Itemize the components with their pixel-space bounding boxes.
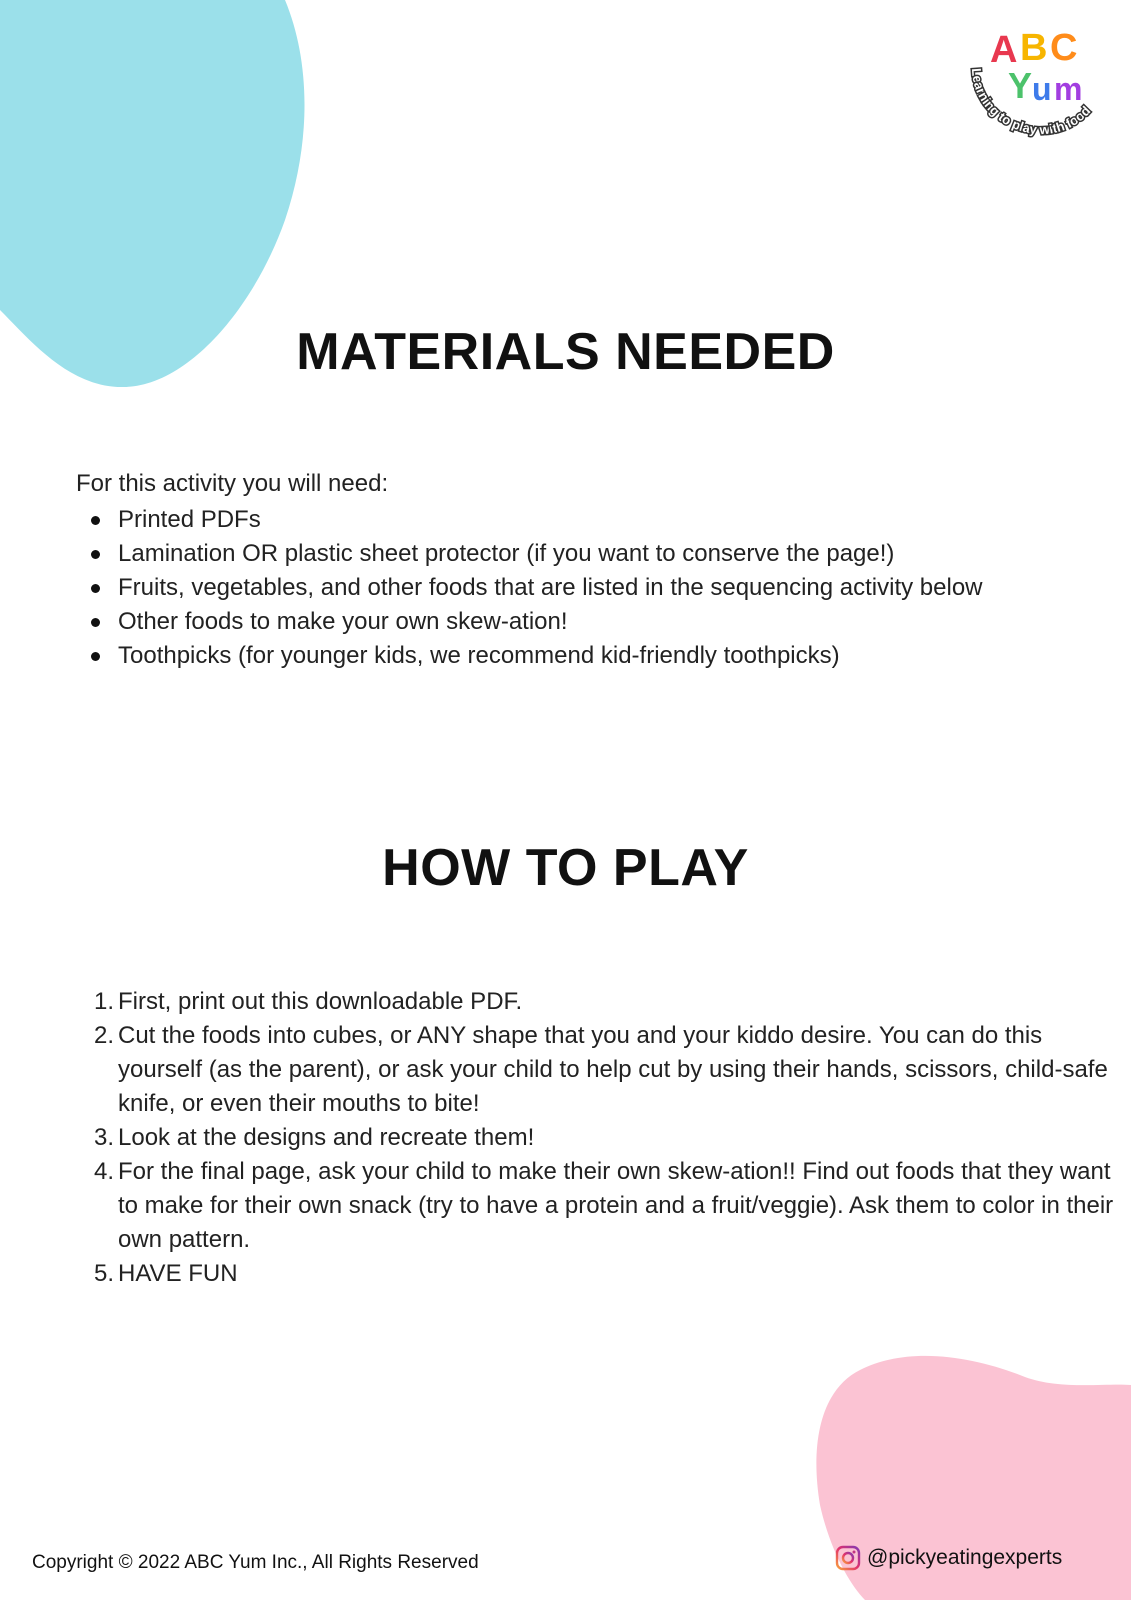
step-item — [94, 1019, 1128, 1121]
svg-text:Learning to play with food: Learning to play with food — [968, 67, 1094, 138]
step-number: 5. — [94, 1260, 115, 1287]
svg-text:B: B — [1020, 27, 1048, 69]
svg-text:C: C — [1050, 27, 1078, 69]
list-item — [118, 605, 1118, 639]
step-item — [94, 1121, 1128, 1155]
bullet-icon — [91, 584, 100, 593]
bullet-icon — [91, 618, 100, 627]
list-item-text: Fruits, vegetables, and other foods that are listed in the sequencing activity below — [118, 574, 983, 601]
step-item — [94, 985, 1128, 1019]
list-item — [118, 639, 1118, 673]
how-to-play-heading: HOW TO PLAY — [382, 839, 749, 897]
step-item — [94, 1257, 1128, 1291]
list-item-text: Other foods to make your own skew-ation! — [118, 608, 568, 635]
list-item — [118, 537, 1118, 571]
svg-text:u: u — [1032, 71, 1052, 107]
step-text: Cut the foods into cubes, or ANY shape that you and your kiddo desire. You can do this yourself (as the parent), or ask your child to help cut by using their hands, scissors, child-safe knife, or even their mouths to bite! — [118, 1022, 1108, 1117]
svg-text:Y: Y — [1008, 65, 1033, 106]
step-number: 4. — [94, 1158, 115, 1185]
list-item — [118, 503, 1118, 537]
svg-text:A: A — [990, 29, 1018, 71]
list-item — [118, 571, 1118, 605]
step-text: For the final page, ask your child to make their own skew-ation!! Find out foods that they want to make for their own snack (try to have a protein and a fruit/veggie). Ask them to color in their own pattern. — [118, 1158, 1114, 1253]
step-text: Look at the designs and recreate them! — [118, 1124, 535, 1151]
materials-heading: MATERIALS NEEDED — [296, 323, 835, 381]
abc-yum-logo — [960, 14, 1120, 142]
instagram-icon — [835, 1545, 861, 1571]
step-number: 1. — [94, 988, 115, 1015]
list-item-text: Printed PDFs — [118, 506, 261, 533]
steps-list — [76, 985, 1128, 1291]
step-number: 2. — [94, 1022, 115, 1049]
list-item-text: Lamination OR plastic sheet protector (if you want to conserve the page!) — [118, 540, 895, 567]
bullet-icon — [91, 652, 100, 661]
social-handle-text: @pickyeatingexperts — [867, 1546, 1063, 1569]
bullet-icon — [91, 516, 100, 525]
svg-text:m: m — [1054, 71, 1083, 107]
social-handle — [835, 1545, 1062, 1571]
step-item — [94, 1155, 1128, 1257]
step-number: 3. — [94, 1124, 115, 1151]
copyright-text: Copyright © 2022 ABC Yum Inc., All Rights Reserved — [32, 1552, 479, 1573]
materials-list — [76, 503, 1118, 673]
step-text: First, print out this downloadable PDF. — [118, 988, 523, 1015]
list-item-text: Toothpicks (for younger kids, we recommend kid-friendly toothpicks) — [118, 642, 840, 669]
materials-intro: For this activity you will need: — [76, 470, 389, 497]
step-text: HAVE FUN — [118, 1260, 238, 1287]
bullet-icon — [91, 550, 100, 559]
